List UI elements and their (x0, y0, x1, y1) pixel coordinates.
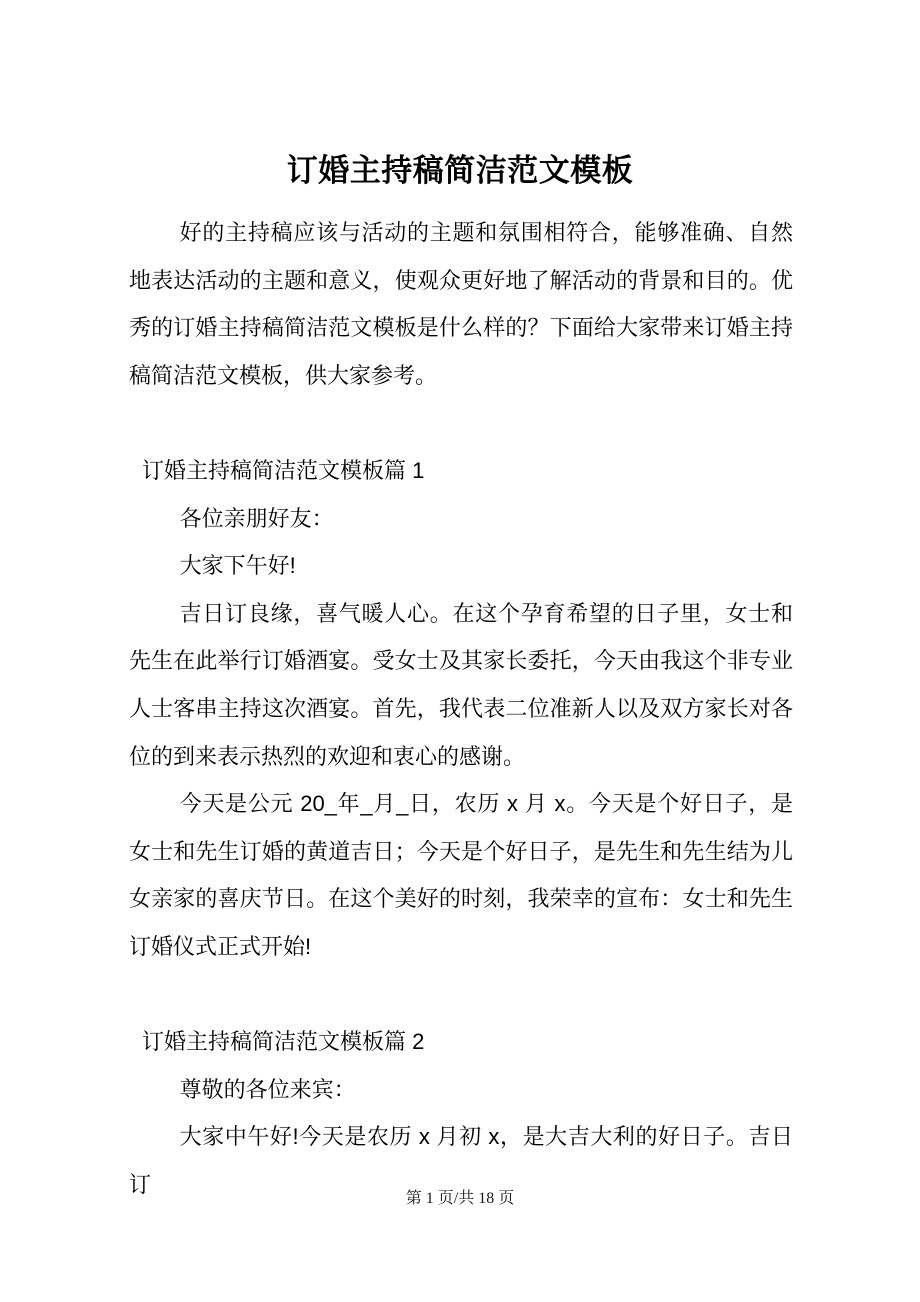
paragraph-greeting-2: 大家中午好!今天是农历 x 月初 x，是大吉大利的好日子。吉日订 (129, 1124, 793, 1197)
section-heading-1: 订婚主持稿简洁范文模板篇 1 (142, 457, 425, 483)
page-number: 第 1 页/共 18 页 (405, 1190, 515, 1207)
paragraph-salutation-1: 各位亲朋好友： (179, 505, 334, 531)
paragraph-salutation-2: 尊敬的各位来宾： (179, 1076, 356, 1102)
paragraph-welcome: 吉日订良缘，喜气暖人心。在这个孕育希望的日子里，女士和先生在此举行订婚酒宴。受女士及其家长委托，今天由我这个非专业人士客串主持这次酒宴。首先，我代表二位准新人以及双方家长对各位的到来表示热烈的欢迎和衷心的感谢。 (129, 600, 793, 769)
intro-paragraph: 好的主持稿应该与活动的主题和氛围相符合，能够准确、自然地表达活动的主题和意义，使观众更好地了解活动的背景和目的。优秀的订婚主持稿简洁范文模板是什么样的？下面给大家带来订婚主持稿简洁范文模板，供大家参考。 (129, 220, 793, 388)
document-body (129, 209, 793, 1208)
paragraph-greeting-1: 大家下午好! (179, 553, 296, 579)
document-title: 订婚主持稿简洁范文模板 (286, 152, 634, 188)
paragraph-announcement: 今天是公元 20_年_月_日，农历 x 月 x。今天是个好日子，是女士和先生订婚的黄道吉日；今天是个好日子，是先生和先生结为儿女亲家的喜庆节日。在这个美好的时刻，我荣幸的宣布：女士和先生订婚仪式正式开始! (129, 791, 793, 959)
section-heading-2: 订婚主持稿简洁范文模板篇 2 (142, 1029, 425, 1055)
page-footer (0, 1188, 920, 1210)
